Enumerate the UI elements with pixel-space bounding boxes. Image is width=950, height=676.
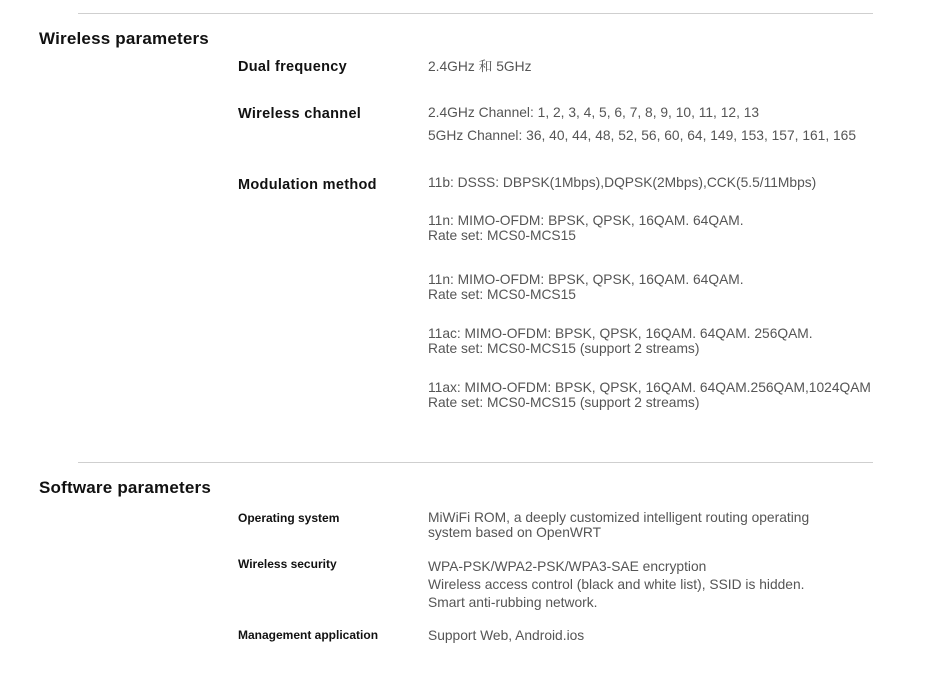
label-management-application: Management application bbox=[238, 628, 379, 642]
value-modulation-11n-b bbox=[428, 272, 744, 302]
modulation-rate: Rate set: MCS0-MCS15 (support 2 streams) bbox=[428, 341, 700, 356]
label-operating-system: Operating system bbox=[238, 511, 340, 525]
label-dual-frequency: Dual frequency bbox=[238, 59, 347, 75]
os-line-1: MiWiFi ROM, a deeply customized intelligent routing operating bbox=[428, 510, 810, 525]
os-line-2: system based on OpenWRT bbox=[428, 525, 602, 540]
modulation-line: 11ac: MIMO-OFDM: BPSK, QPSK, 16QAM. 64QAM. 256QAM. bbox=[428, 326, 813, 341]
value-modulation-11n-a bbox=[428, 213, 744, 243]
section-title-software: Software parameters bbox=[39, 478, 211, 497]
label-modulation-method: Modulation method bbox=[238, 177, 377, 193]
value-management-application: Support Web, Android.ios bbox=[428, 628, 585, 643]
value-modulation-11ac bbox=[428, 326, 813, 356]
modulation-rate: Rate set: MCS0-MCS15 bbox=[428, 287, 576, 302]
modulation-line: 11ax: MIMO-OFDM: BPSK, QPSK, 16QAM. 64QAM.256QAM,1024QAM bbox=[428, 380, 871, 395]
modulation-rate: Rate set: MCS0-MCS15 bbox=[428, 228, 576, 243]
value-dual-frequency: 2.4GHz 和 5GHz bbox=[428, 59, 532, 74]
modulation-line: 11n: MIMO-OFDM: BPSK, QPSK, 16QAM. 64QAM. bbox=[428, 272, 744, 287]
value-channel-5g: 5GHz Channel: 36, 40, 44, 48, 52, 56, 60, 64, 149, 153, 157, 161, 165 bbox=[428, 128, 857, 143]
modulation-rate: Rate set: MCS0-MCS15 (support 2 streams) bbox=[428, 395, 700, 410]
security-line-2: Wireless access control (black and white list), SSID is hidden. bbox=[428, 577, 805, 592]
security-line-1: WPA-PSK/WPA2-PSK/WPA3-SAE encryption bbox=[428, 559, 707, 574]
top-divider bbox=[78, 13, 873, 14]
section-title-wireless: Wireless parameters bbox=[39, 29, 209, 48]
section-divider bbox=[78, 462, 873, 463]
value-modulation-11b: 11b: DSSS: DBPSK(1Mbps),DQPSK(2Mbps),CCK(5.5/11Mbps) bbox=[428, 175, 817, 190]
label-wireless-security: Wireless security bbox=[238, 557, 337, 571]
security-line-3: Smart anti-rubbing network. bbox=[428, 595, 598, 610]
value-modulation-11ax bbox=[428, 380, 871, 410]
value-wireless-security bbox=[428, 558, 805, 612]
value-channel-2g: 2.4GHz Channel: 1, 2, 3, 4, 5, 6, 7, 8, 9, 10, 11, 12, 13 bbox=[428, 105, 760, 120]
label-wireless-channel: Wireless channel bbox=[238, 106, 362, 122]
value-operating-system bbox=[428, 510, 809, 540]
modulation-line: 11n: MIMO-OFDM: BPSK, QPSK, 16QAM. 64QAM. bbox=[428, 213, 744, 228]
